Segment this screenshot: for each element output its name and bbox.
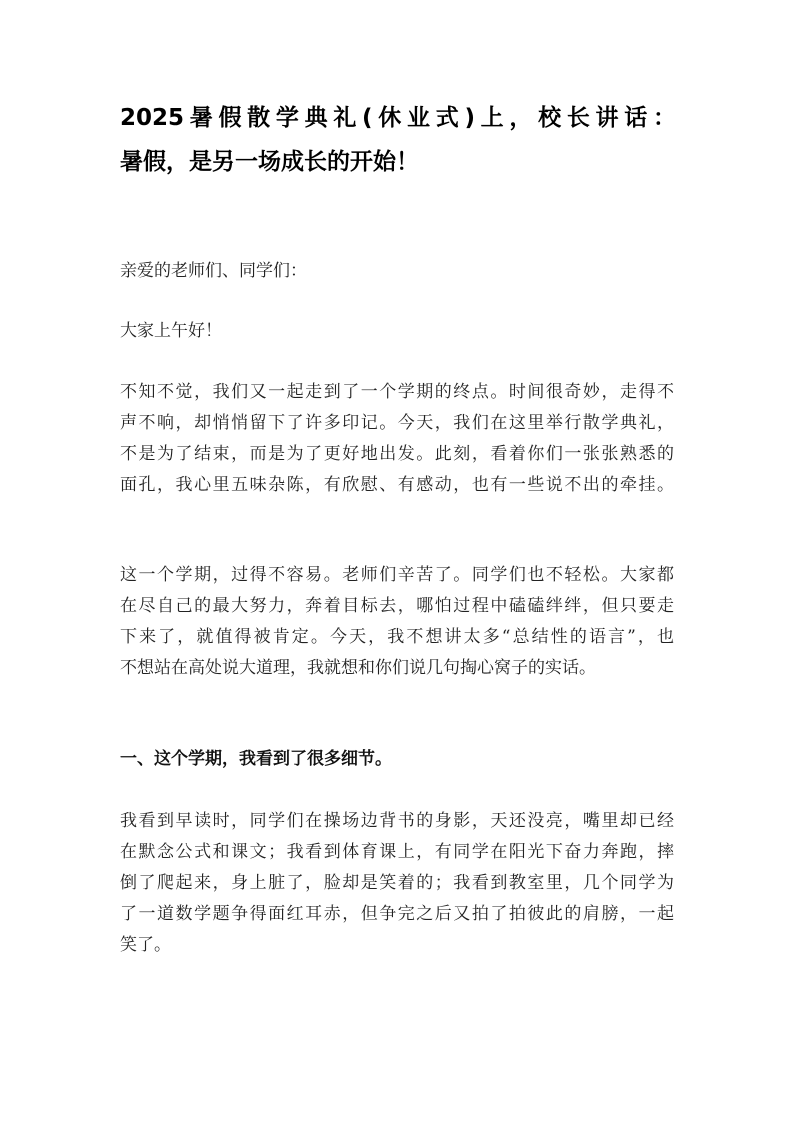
section-heading-1: 一、这个学期，我看到了很多细节。	[120, 749, 392, 769]
paragraph-1	[120, 377, 674, 501]
paragraph-line: 声不响，却悄悄留下了许多印记。今天，我们在这里举行散学典礼，	[120, 413, 674, 433]
title-line-1: 2025暑假散学典礼(休业式)上，校长讲话：	[120, 105, 676, 131]
paragraph-2	[120, 560, 674, 684]
title-line-2: 暑假，是另一场成长的开始！	[120, 149, 419, 175]
paragraph-line: 在尽自己的最大努力，奔着目标去，哪怕过程中磕磕绊绊，但只要走	[120, 596, 674, 616]
paragraph-line: 不是为了结束，而是为了更好地出发。此刻，看着你们一张张熟悉的	[120, 444, 674, 464]
paragraph-line: 不想站在高处说大道理，我就想和你们说几句掏心窝子的实话。	[120, 658, 596, 678]
paragraph-line: 下来了，就值得被肯定。今天，我不想讲太多“总结性的语言”，也	[120, 627, 674, 647]
greeting-text: 亲爱的老师们、同学们：	[120, 261, 307, 281]
paragraph-line: 不知不觉，我们又一起走到了一个学期的终点。时间很奇妙，走得不	[120, 382, 674, 402]
paragraph-line: 了一道数学题争得面红耳赤，但争完之后又拍了拍彼此的肩膀，一起	[120, 904, 674, 924]
greeting	[120, 256, 674, 287]
paragraph-line: 这一个学期，过得不容易。老师们辛苦了。同学们也不轻松。大家都	[120, 565, 674, 585]
paragraph-line: 我看到早读时，同学们在操场边背书的身影，天还没亮，嘴里却已经	[120, 811, 674, 831]
paragraph-line: 笑了。	[120, 935, 171, 955]
paragraph-line: 倒了爬起来，身上脏了，脸却是笑着的；我看到教室里，几个同学为	[120, 873, 674, 893]
paragraph-3	[120, 806, 674, 961]
paragraph-line: 面孔，我心里五味杂陈，有欣慰、有感动，也有一些说不出的牵挂。	[120, 475, 674, 495]
document-title	[120, 96, 676, 184]
paragraph-line: 在默念公式和课文；我看到体育课上，有同学在阳光下奋力奔跑，摔	[120, 842, 674, 862]
salutation-text: 大家上午好！	[120, 321, 222, 341]
salutation	[120, 316, 674, 347]
